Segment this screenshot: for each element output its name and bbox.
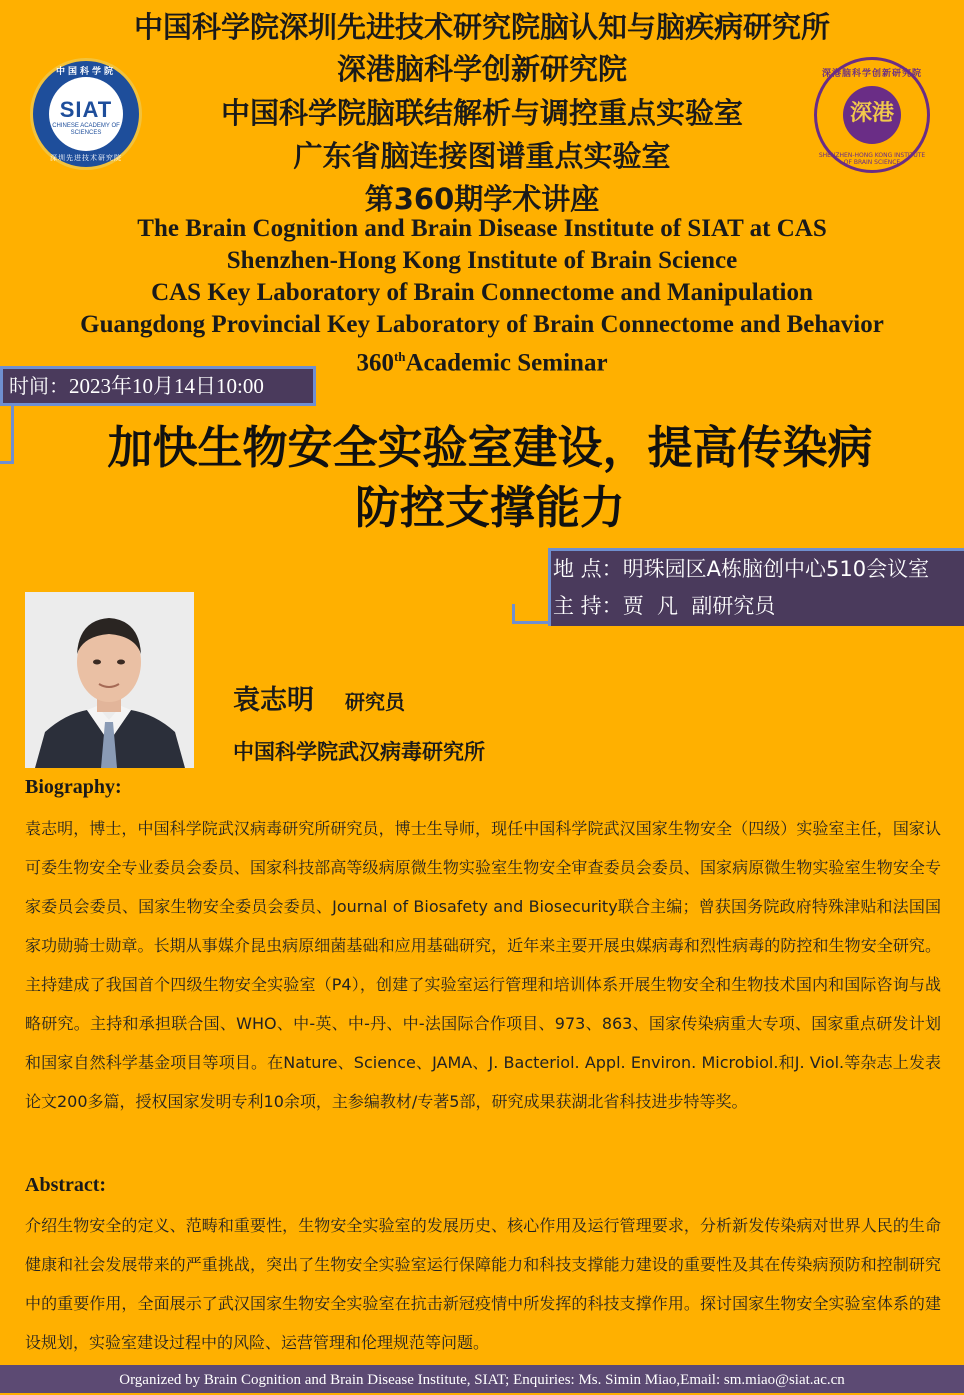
talk-title-line-2: 防控支撑能力 — [354, 481, 625, 534]
location-row — [553, 551, 964, 588]
time-value: 2023年10月14日10:00 — [69, 374, 264, 398]
header-cn-line-1: 中国科学院深圳先进技术研究院脑认知与脑疾病研究所 — [133, 10, 830, 44]
siat-logo-subtext: CHINESE ACADEMY OF SCIENCES — [52, 123, 120, 136]
location-label: 地 点： — [553, 557, 623, 581]
host-row — [553, 588, 964, 625]
header-en-line-2: Shenzhen-Hong Kong Institute of Brain Science — [226, 247, 738, 274]
speaker-name: 袁志明 — [233, 685, 314, 716]
speaker-title: 研究员 — [345, 690, 405, 714]
siat-logo-text: SIAT — [59, 97, 113, 122]
siat-logo-ring-top: 中国科学院 — [55, 67, 116, 77]
location-box-bracket — [512, 604, 552, 624]
speaker-photo — [25, 592, 194, 768]
header-cn-line-4: 广东省脑连接图谱重点实验室 — [293, 139, 671, 173]
host-label: 主 持： — [553, 594, 623, 618]
seminar-text: Academic Seminar — [405, 349, 608, 377]
time-label: 时间： — [9, 374, 69, 398]
seminar-sup: th — [393, 349, 406, 364]
brain-logo-ring-bottom: SHENZHEN-HONG KONG INSTITUTE OF BRAIN SCIENCE — [818, 152, 926, 166]
header-cn-line-5: 第360期学术讲座 — [364, 182, 600, 216]
time-box — [0, 366, 316, 406]
abstract-heading: Abstract: — [25, 1174, 107, 1196]
seminar-num: 360 — [356, 349, 394, 377]
header-en-line-4: Guangdong Provincial Key Laboratory of Brain Connectome and Behavior — [80, 311, 884, 338]
header-en-line-3: CAS Key Laboratory of Brain Connectome and Manipulation — [151, 279, 813, 306]
header-cn-line-2: 深港脑科学创新研究院 — [336, 52, 627, 86]
abstract-text: 介绍生物安全的定义、范畴和重要性，生物安全实验室的发展历史、核心作用及运行管理要求，分析新发传染病对世界人民的生命健康和社会发展带来的严重挑战，突出了生物安全实验室运行保障能力和科技支撑能力建设的重要性及其在传染病预防和控制研究中的重要作用，全面展示了武汉国家生物安全实验室在抗击新冠疫情中所发挥的科技支撑作用。探讨国家生物安全实验室体系的建设规划，实验室建设过程中的风险、运营管理和伦理规范等问题。 — [25, 1216, 941, 1352]
header-cn-line-3: 中国科学院脑联结解析与调控重点实验室 — [220, 96, 743, 130]
footer-organizer: Organized by Brain Cognition and Brain Disease Institute, SIAT; Enquiries: Ms. Simin Miao,Email: sm.miao@siat.ac.cn — [0, 1365, 964, 1393]
brain-logo-ring-top: 深港脑科学创新研究院 — [821, 69, 922, 79]
talk-title-line-1: 加快生物安全实验室建设，提高传染病 — [107, 421, 873, 474]
speaker-organization: 中国科学院武汉病毒研究所 — [233, 740, 485, 764]
host-value: 贾 凡 副研究员 — [622, 594, 776, 618]
speaker-portrait-icon — [25, 592, 194, 768]
biography-text: 袁志明，博士，中国科学院武汉病毒研究所研究员，博士生导师，现任中国科学院武汉国家生物安全（四级）实验室主任，国家认可委生物安全专业委员会委员、国家科技部高等级病原微生物实验室生物安全审查委员会委员、国家病原微生物实验室生物安全专家委员会委员、国家生物安全委员会委员、Journal of Biosafety and Biosecurity联合主编；曾获国务院政府特殊津贴和法国国家功勋骑士勋章。长期从事媒介昆虫病原细菌基础和应用基础研究，近年来主要开展虫媒病毒和烈性病毒的防控和生物安全研究。主持建成了我国首个四级生物安全实验室（P4），创建了实验室运行管理和培训体系开展生物安全和生物技术国内和国际咨询与战略研究。主持和承担联合国、WHO、中-英、中-丹、中-法国际合作项目、973、863、国家传染病重大专项、国家重点研发计划和国家自然科学基金项目等项目。在Nature、Science、JAMA、J. Bacteriol. Appl. Environ. Microbiol.和J. Viol.等杂志上发表论文200多篇，授权国家发明专利10余项，主参编教材/专著5部，研究成果获湖北省科技进步特等奖。 — [25, 819, 941, 1111]
brain-logo-text: 深港 — [849, 101, 894, 126]
time-box-bracket — [0, 404, 14, 464]
location-value: 明珠园区A栋脑创中心510会议室 — [622, 557, 930, 581]
siat-logo-ring-bottom: 深圳先进技术研究院 — [50, 154, 122, 162]
location-host-box — [548, 548, 964, 626]
header-en-line-1: The Brain Cognition and Brain Disease Institute of SIAT at CAS — [137, 215, 827, 242]
biography-heading: Biography: — [25, 776, 122, 798]
